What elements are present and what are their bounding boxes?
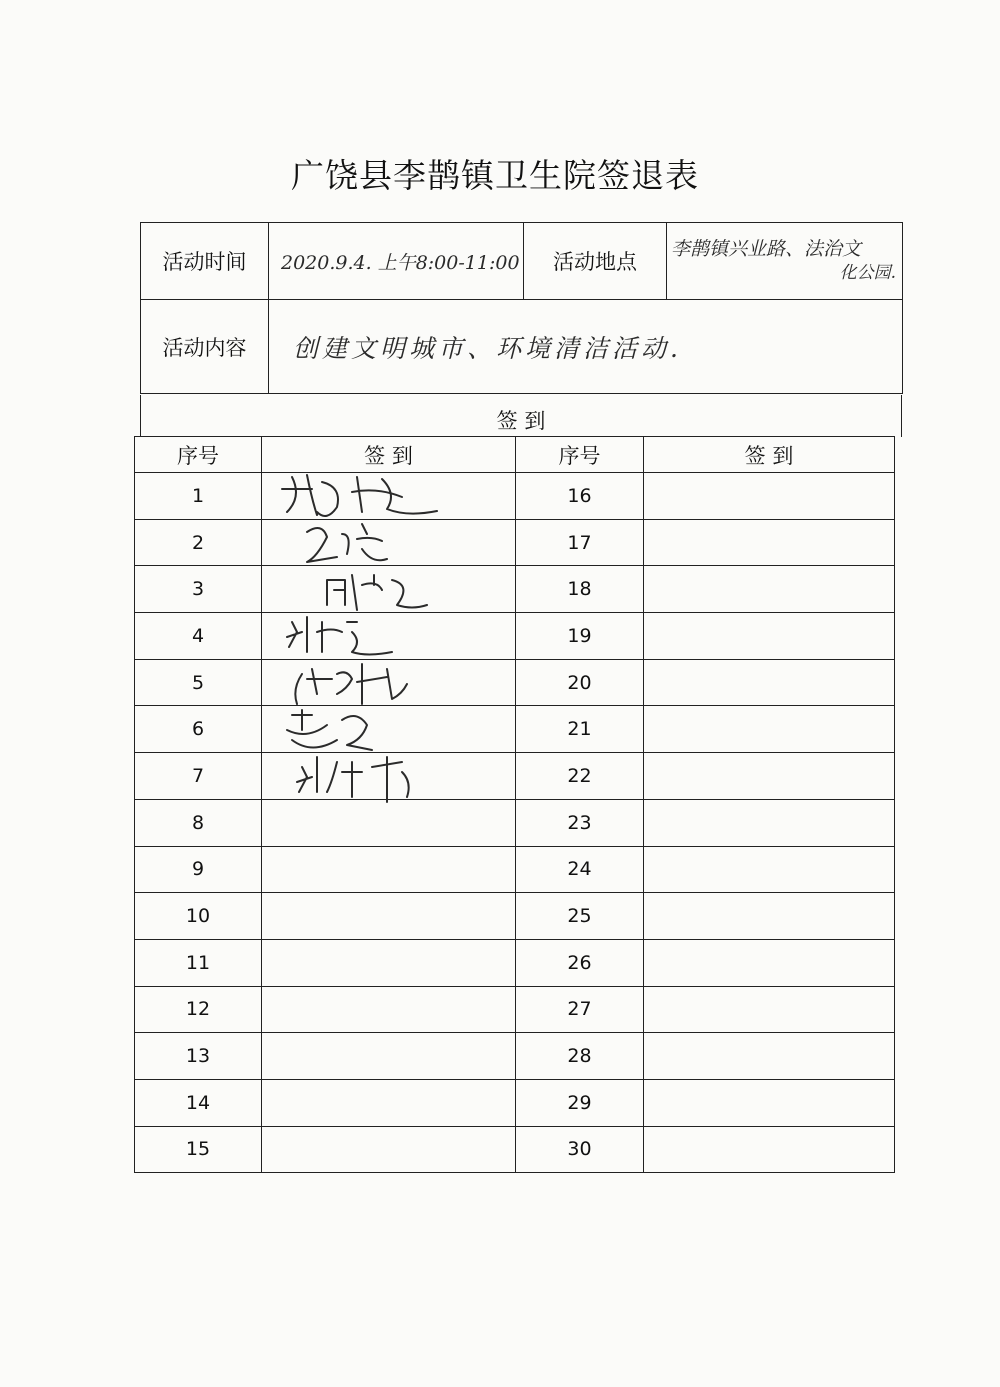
row-number-right: 20	[516, 659, 644, 706]
row-number-right: 29	[516, 1079, 644, 1126]
signature-cell-left	[262, 753, 516, 800]
header-sign-right: 签 到	[644, 437, 895, 473]
signature-cell-right	[644, 753, 895, 800]
signature-cell-left	[262, 893, 516, 940]
table-row	[135, 1126, 895, 1173]
row-number-left: 12	[135, 986, 262, 1033]
row-number-left: 15	[135, 1126, 262, 1173]
row-number-left: 3	[135, 566, 262, 613]
signature-cell-left	[262, 799, 516, 846]
header-no-right: 序号	[516, 437, 644, 473]
row-number-left: 4	[135, 613, 262, 660]
row-number-left: 5	[135, 659, 262, 706]
row-number-right: 18	[516, 566, 644, 613]
sign-in-table	[134, 436, 895, 1173]
signature-cell-right	[644, 939, 895, 986]
row-number-right: 17	[516, 519, 644, 566]
row-number-right: 25	[516, 893, 644, 940]
row-number-right: 16	[516, 473, 644, 520]
time-value: 2020.9.4. 上午8:00-11:00	[269, 223, 524, 300]
table-row	[135, 706, 895, 753]
table-row	[135, 986, 895, 1033]
row-number-left: 11	[135, 939, 262, 986]
signature-cell-left	[262, 659, 516, 706]
table-row	[135, 473, 895, 520]
table-row	[135, 659, 895, 706]
table-row	[135, 566, 895, 613]
signature-cell-right	[644, 519, 895, 566]
table-header-row	[135, 437, 895, 473]
signature-cell-left	[262, 939, 516, 986]
header-sign-left: 签 到	[262, 437, 516, 473]
row-number-left: 9	[135, 846, 262, 893]
content-label: 活动内容	[141, 300, 269, 394]
table-row	[135, 613, 895, 660]
time-label: 活动时间	[141, 223, 269, 300]
row-number-left: 13	[135, 1033, 262, 1080]
table-row	[135, 1033, 895, 1080]
row-number-left: 2	[135, 519, 262, 566]
signature-cell-left	[262, 519, 516, 566]
row-number-left: 6	[135, 706, 262, 753]
table-row	[135, 939, 895, 986]
row-number-left: 7	[135, 753, 262, 800]
row-number-left: 1	[135, 473, 262, 520]
signature-cell-right	[644, 1126, 895, 1173]
signature-cell-right	[644, 566, 895, 613]
place-value	[667, 223, 903, 300]
row-number-right: 27	[516, 986, 644, 1033]
signature-cell-left	[262, 1126, 516, 1173]
section-title: 签 到	[140, 395, 902, 437]
row-number-right: 24	[516, 846, 644, 893]
signature-cell-right	[644, 1033, 895, 1080]
content-value: 创建文明城市、环境清洁活动.	[269, 300, 903, 394]
row-number-right: 26	[516, 939, 644, 986]
table-row	[135, 893, 895, 940]
signature-cell-left	[262, 846, 516, 893]
header-no-left: 序号	[135, 437, 262, 473]
signature-cell-right	[644, 799, 895, 846]
signature-cell-left	[262, 613, 516, 660]
page-title: 广饶县李鹊镇卫生院签退表	[291, 156, 699, 195]
place-value-line2: 化公园.	[839, 263, 896, 283]
signature-cell-left	[262, 566, 516, 613]
signature-cell-right	[644, 613, 895, 660]
signature-cell-left	[262, 986, 516, 1033]
table-row	[135, 753, 895, 800]
signature-cell-right	[644, 1079, 895, 1126]
row-number-right: 30	[516, 1126, 644, 1173]
activity-info-table	[140, 222, 903, 394]
row-number-left: 10	[135, 893, 262, 940]
signature-cell-right	[644, 706, 895, 753]
handwritten-signature	[262, 747, 462, 803]
signature-cell-left	[262, 1079, 516, 1126]
signature-cell-right	[644, 986, 895, 1033]
signature-cell-left	[262, 706, 516, 753]
row-number-right: 28	[516, 1033, 644, 1080]
signature-cell-left	[262, 1033, 516, 1080]
row-number-left: 14	[135, 1079, 262, 1126]
table-row	[135, 1079, 895, 1126]
row-number-right: 22	[516, 753, 644, 800]
signature-cell-left	[262, 473, 516, 520]
table-row	[135, 846, 895, 893]
signature-cell-right	[644, 473, 895, 520]
table-row	[135, 799, 895, 846]
signature-cell-right	[644, 659, 895, 706]
row-number-left: 8	[135, 799, 262, 846]
place-label: 活动地点	[524, 223, 667, 300]
row-number-right: 19	[516, 613, 644, 660]
row-number-right: 23	[516, 799, 644, 846]
table-row	[135, 519, 895, 566]
row-number-right: 21	[516, 706, 644, 753]
signature-cell-right	[644, 846, 895, 893]
place-value-line1: 李鹊镇兴业路、法治文	[671, 238, 862, 260]
signature-cell-right	[644, 893, 895, 940]
